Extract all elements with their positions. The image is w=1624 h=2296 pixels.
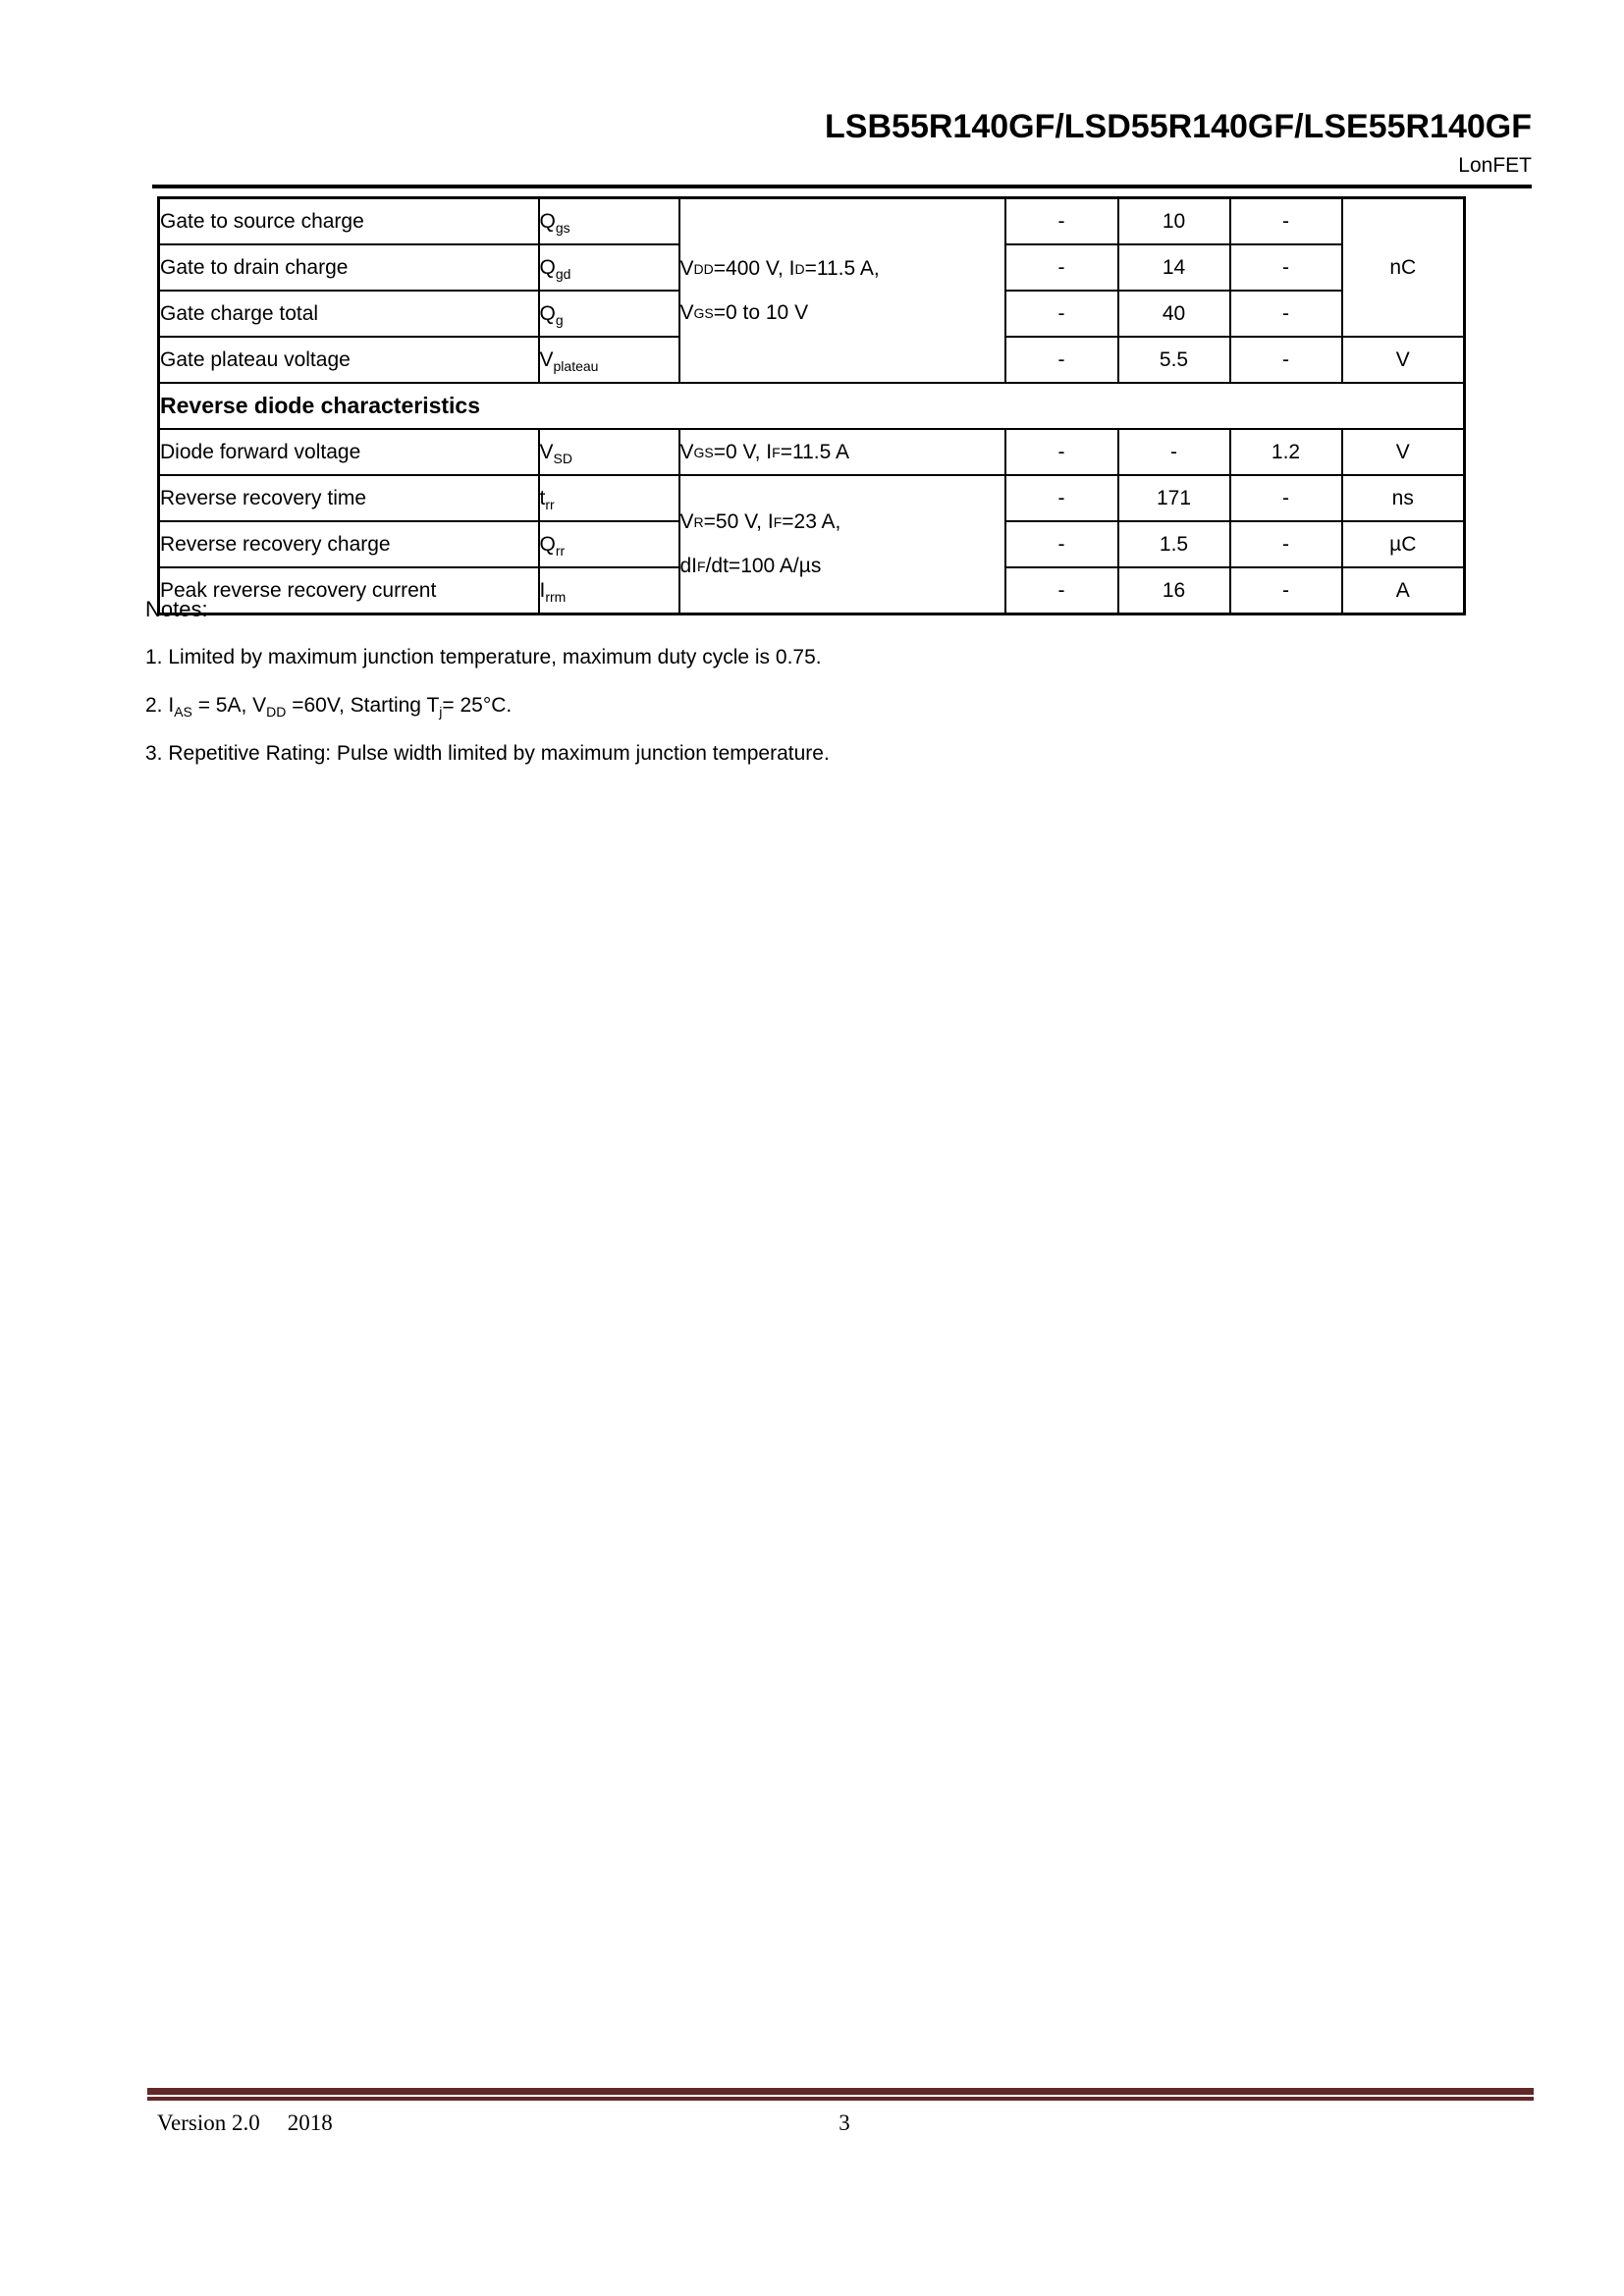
- footer-rule-thick-bar: [147, 2088, 1534, 2095]
- symbol-cell: $Q_{gs}$: [539, 198, 679, 245]
- min-cell: -: [1005, 567, 1118, 614]
- condition-line: V GS =0 V, I F =11.5 A: [679, 440, 849, 463]
- min-cell: -: [1005, 291, 1118, 337]
- symbol-cell: $V_{plateau}$: [539, 337, 679, 383]
- section-header-row: [159, 383, 1465, 429]
- notes-heading: Notes:: [145, 597, 208, 621]
- header-rule: [152, 185, 1532, 188]
- footer-rule-thin-bar: [147, 2097, 1534, 2101]
- property-cell: Reverse recovery charge: [159, 521, 539, 567]
- table-row: [159, 429, 1465, 475]
- conditions-cell: [679, 429, 1005, 475]
- brand-label: LonFET: [1458, 154, 1532, 177]
- property-cell: Gate to drain charge: [159, 244, 539, 291]
- typ-cell: 16: [1118, 567, 1230, 614]
- conditions-cell: [679, 475, 1005, 614]
- property-cell: Peak reverse recovery current: [159, 567, 539, 614]
- max-cell: -: [1230, 291, 1342, 337]
- typ-cell: 1.5: [1118, 521, 1230, 567]
- version-label: Version 2.0: [157, 2110, 260, 2135]
- condition-line: V DD =400 V, I D =11.5 A,: [679, 256, 880, 280]
- max-cell: -: [1230, 521, 1342, 567]
- typ-cell: 171: [1118, 475, 1230, 521]
- max-cell: -: [1230, 475, 1342, 521]
- symbol-cell: $Q_{gd}$: [539, 244, 679, 291]
- symbol-cell: $Q_{rr}$: [539, 521, 679, 567]
- max-cell: -: [1230, 198, 1342, 245]
- year-label: 2018: [287, 2110, 333, 2135]
- min-cell: -: [1005, 244, 1118, 291]
- notes-section: [145, 597, 1532, 790]
- unit-cell: A: [1342, 567, 1465, 614]
- condition-line: dI F /dt=100 A/µs: [679, 555, 822, 577]
- unit-cell: V: [1342, 337, 1465, 383]
- condition-line: V R =50 V, I F =23 A,: [679, 510, 841, 533]
- symbol-cell: $t_{rr}$: [539, 475, 679, 521]
- characteristics-table: [157, 196, 1466, 615]
- footer: [157, 2110, 1532, 2136]
- table-row: [159, 198, 1465, 245]
- min-cell: -: [1005, 521, 1118, 567]
- symbol-cell: $V_{SD}$: [539, 429, 679, 475]
- unit-cell: V: [1342, 429, 1465, 475]
- typ-cell: 14: [1118, 244, 1230, 291]
- table-row: [159, 475, 1465, 521]
- property-cell: Gate plateau voltage: [159, 337, 539, 383]
- property-cell: Diode forward voltage: [159, 429, 539, 475]
- min-cell: -: [1005, 198, 1118, 245]
- min-cell: -: [1005, 475, 1118, 521]
- property-cell: Gate to source charge: [159, 198, 539, 245]
- footer-rule: [147, 2088, 1534, 2101]
- typ-cell: -: [1118, 429, 1230, 475]
- typ-cell: 40: [1118, 291, 1230, 337]
- property-cell: Gate charge total: [159, 291, 539, 337]
- min-cell: -: [1005, 429, 1118, 475]
- unit-cell: nC: [1342, 198, 1465, 338]
- typ-cell: 5.5: [1118, 337, 1230, 383]
- note-item: 1. Limited by maximum junction temperature, maximum duty cycle is 0.75.: [145, 646, 822, 668]
- page-title: LSB55R140GF/LSD55R140GF/LSE55R140GF: [825, 108, 1532, 145]
- section-header: Reverse diode characteristics: [159, 383, 1465, 429]
- max-cell: -: [1230, 337, 1342, 383]
- unit-cell: µC: [1342, 521, 1465, 567]
- min-cell: -: [1005, 337, 1118, 383]
- max-cell: 1.2: [1230, 429, 1342, 475]
- symbol-cell: $Q_g$: [539, 291, 679, 337]
- conditions-cell: [679, 198, 1005, 384]
- max-cell: -: [1230, 567, 1342, 614]
- max-cell: -: [1230, 244, 1342, 291]
- note-item: 3. Repetitive Rating: Pulse width limited by maximum junction temperature.: [145, 742, 830, 765]
- typ-cell: 10: [1118, 198, 1230, 245]
- note-item: 2. $I_{AS} = 5A$, $V_{DD} =60V$, Starting $T_j= 25^\circ C$.: [145, 694, 513, 721]
- condition-line: V GS =0 to 10 V: [679, 300, 809, 324]
- unit-cell: ns: [1342, 475, 1465, 521]
- page-number: 3: [839, 2110, 850, 2135]
- property-cell: Reverse recovery time: [159, 475, 539, 521]
- symbol-cell: $I_{rrm}$: [539, 567, 679, 614]
